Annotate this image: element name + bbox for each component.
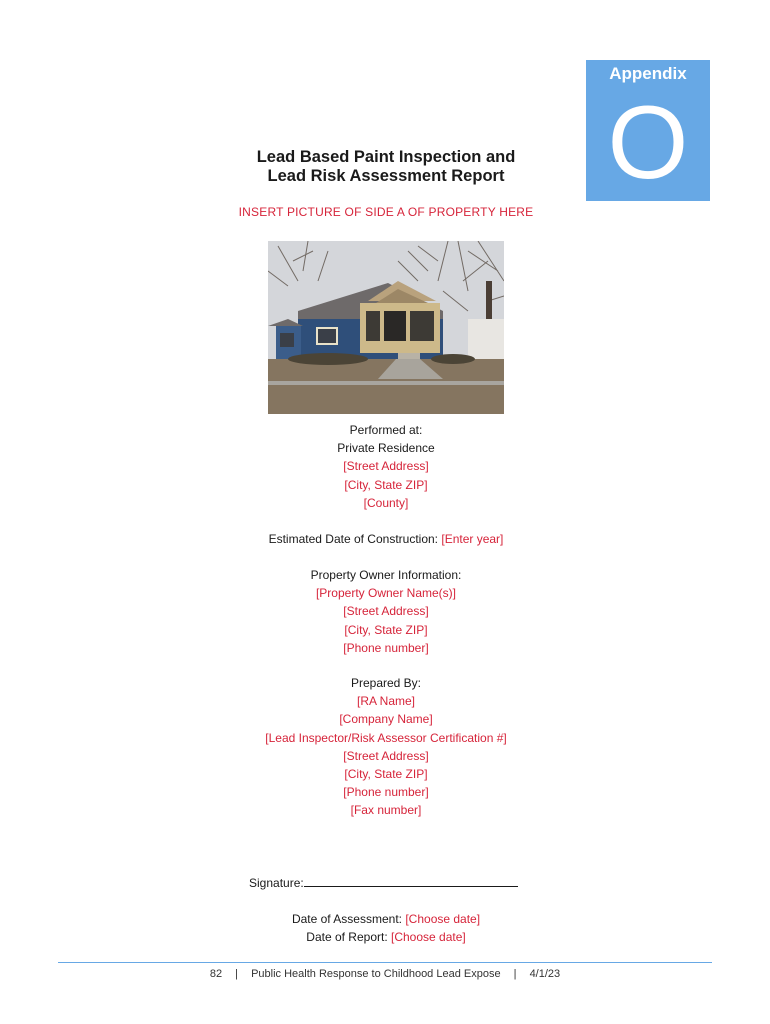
report-date-label: Date of Report: [306, 930, 388, 945]
page-number: 82 [209, 968, 223, 980]
assessment-date-label: Date of Assessment: [291, 912, 402, 926]
footer-title: Public Health Response to Childhood Lead Expose [251, 968, 501, 980]
construction-year-field[interactable]: [Enter year] [441, 532, 504, 546]
report-title [160, 148, 612, 186]
performed-county-field[interactable]: [County] [363, 495, 409, 510]
footer-separator: | [513, 968, 517, 980]
owner-name-field[interactable]: [Property Owner Name(s)] [315, 586, 457, 601]
footer-separator: | [235, 968, 239, 980]
appendix-letter: O [607, 85, 689, 201]
prepared-phone-field[interactable]: [Phone number] [343, 785, 429, 800]
report-title-line-1: Lead Based Paint Inspection and [256, 148, 516, 166]
signature-blank[interactable] [304, 875, 518, 887]
footer-divider [58, 962, 712, 963]
footer-date: 4/1/23 [529, 968, 561, 980]
performed-street-field[interactable]: [Street Address] [343, 459, 429, 474]
construction-label: Estimated Date of Construction: [268, 532, 439, 546]
ra-name-field[interactable]: [RA Name] [356, 694, 416, 709]
performed-city-field[interactable]: [City, State ZIP] [344, 477, 428, 492]
prepared-by-section [160, 674, 612, 820]
prepared-city-field[interactable]: [City, State ZIP] [344, 767, 428, 782]
assessment-date-field[interactable]: [Choose date] [405, 912, 481, 926]
owner-city-field[interactable]: [City, State ZIP] [344, 622, 428, 637]
certification-field[interactable]: [Lead Inspector/Risk Assessor Certification #] [265, 730, 507, 745]
owner-section [160, 566, 612, 657]
insert-picture-placeholder: INSERT PICTURE OF SIDE A OF PROPERTY HERE [238, 205, 534, 219]
signature-label: Signature: [249, 876, 304, 890]
owner-street-field[interactable]: [Street Address] [343, 604, 429, 619]
construction-section [160, 530, 612, 548]
company-name-field[interactable]: [Company Name] [339, 712, 433, 727]
signature-line[interactable] [249, 875, 518, 890]
report-title-line-2: Lead Risk Assessment Report [267, 167, 505, 185]
prepared-by-heading: Prepared By: [350, 676, 422, 690]
dates-section [160, 910, 612, 946]
appendix-label: Appendix [609, 64, 687, 83]
performed-at-section [160, 421, 612, 512]
owner-phone-field[interactable]: [Phone number] [343, 640, 429, 655]
residence-type: Private Residence [337, 441, 435, 456]
owner-heading: Property Owner Information: [310, 568, 462, 582]
prepared-street-field[interactable]: [Street Address] [343, 748, 429, 763]
property-photo [268, 241, 504, 414]
performed-at-heading: Performed at: [349, 423, 423, 437]
page-footer [0, 968, 770, 980]
report-date-field[interactable]: [Choose date] [391, 930, 466, 945]
prepared-fax-field[interactable]: [Fax number] [350, 803, 422, 818]
